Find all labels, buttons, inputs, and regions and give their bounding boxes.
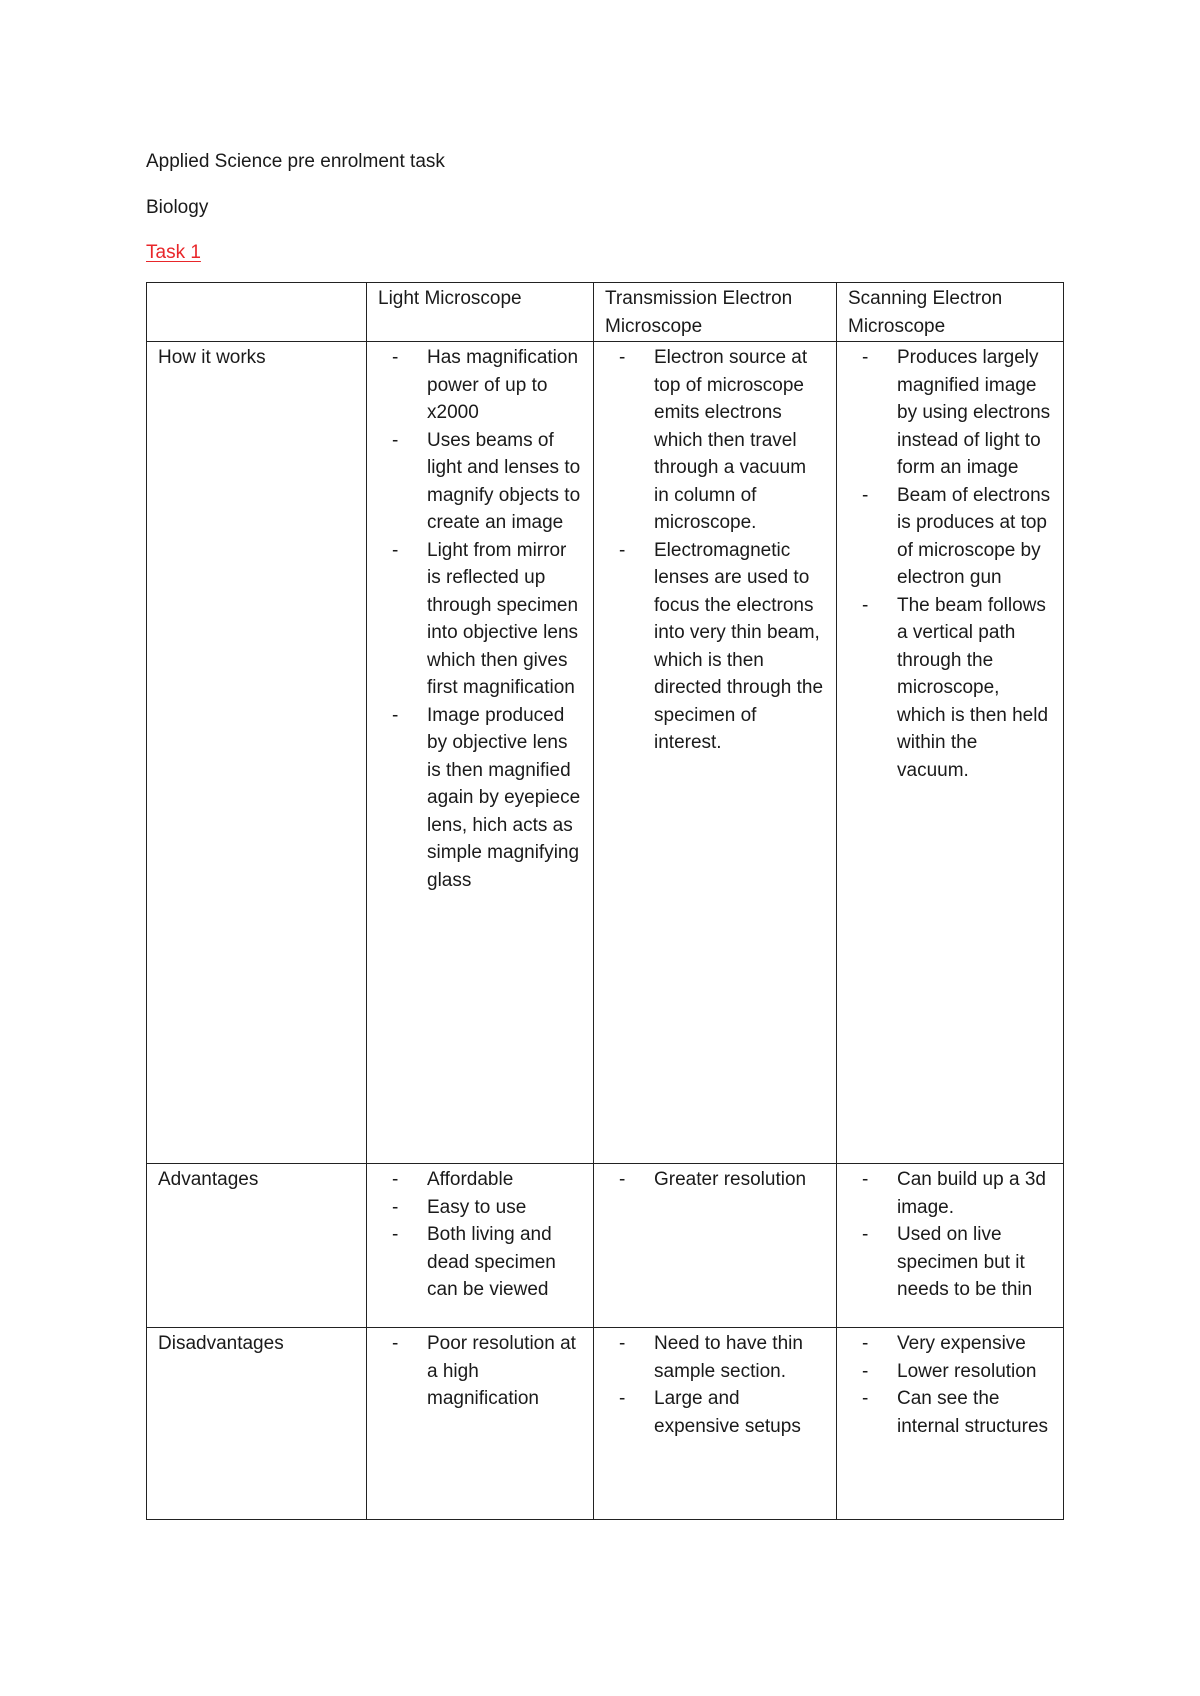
list-item: - Very expensive (897, 1330, 1053, 1358)
list-item: - Image produced by objective lens is then magnified again by eyepiece lens, hich acts as simple magnifying glass (427, 702, 583, 895)
bullet-list (848, 1330, 1053, 1440)
cell-how-transmission (594, 342, 837, 1164)
list-item: - Greater resolution (654, 1166, 826, 1194)
bullet-list (378, 1330, 583, 1413)
list-item: - Large and expensive setups (654, 1385, 826, 1440)
document-title: Applied Science pre enrolment task (146, 151, 445, 172)
list-item: - Produces largely magnified image by using electrons instead of light to form an image (897, 344, 1053, 482)
row-label-disadvantages: Disadvantages (147, 1328, 367, 1520)
list-item: - Uses beams of light and lenses to magnify objects to create an image (427, 427, 583, 537)
bullet-list (378, 344, 583, 894)
list-item: - Can build up a 3d image. (897, 1166, 1053, 1221)
list-item: - Lower resolution (897, 1358, 1053, 1386)
cell-how-scanning (837, 342, 1064, 1164)
list-item: - Can see the internal structures (897, 1385, 1053, 1440)
subject-heading: Biology (146, 197, 209, 218)
header-cell-scanning-electron-microscope: Scanning Electron Microscope (837, 283, 1064, 342)
bullet-list (378, 1166, 583, 1304)
microscope-comparison-table (146, 282, 1064, 1520)
row-label-how-it-works: How it works (147, 342, 367, 1164)
cell-adv-scanning (837, 1164, 1064, 1328)
list-item: - Both living and dead specimen can be viewed (427, 1221, 583, 1304)
list-item: - Need to have thin sample section. (654, 1330, 826, 1385)
list-item: - Has magnification power of up to x2000 (427, 344, 583, 427)
cell-how-light (367, 342, 594, 1164)
list-item: - Easy to use (427, 1194, 583, 1222)
list-item: - Affordable (427, 1166, 583, 1194)
cell-adv-light (367, 1164, 594, 1328)
table-row-how-it-works (147, 342, 1064, 1164)
bullet-list (605, 344, 826, 757)
list-item: - Electromagnetic lenses are used to focus the electrons into very thin beam, which is then directed through the specimen of interest. (654, 537, 826, 757)
list-item: - The beam follows a vertical path through the microscope, which is then held within the vacuum. (897, 592, 1053, 785)
table-header-row (147, 283, 1064, 342)
table-row-disadvantages (147, 1328, 1064, 1520)
task-heading: Task 1 (146, 242, 201, 263)
list-item: - Used on live specimen but it needs to be thin (897, 1221, 1053, 1304)
list-item: - Light from mirror is reflected up through specimen into objective lens which then gives first magnification (427, 537, 583, 702)
cell-adv-transmission (594, 1164, 837, 1328)
cell-dis-transmission (594, 1328, 837, 1520)
bullet-list (848, 1166, 1053, 1304)
list-item: - Beam of electrons is produces at top of microscope by electron gun (897, 482, 1053, 592)
bullet-list (605, 1166, 826, 1194)
bullet-list (848, 344, 1053, 784)
header-cell-empty (147, 283, 367, 342)
table-row-advantages (147, 1164, 1064, 1328)
bullet-list (605, 1330, 826, 1440)
header-cell-transmission-electron-microscope: Transmission Electron Microscope (594, 283, 837, 342)
list-item: - Electron source at top of microscope emits electrons which then travel through a vacuum in column of microscope. (654, 344, 826, 537)
cell-dis-light (367, 1328, 594, 1520)
row-label-advantages: Advantages (147, 1164, 367, 1328)
header-cell-light-microscope: Light Microscope (367, 283, 594, 342)
cell-dis-scanning (837, 1328, 1064, 1520)
list-item: - Poor resolution at a high magnification (427, 1330, 583, 1413)
